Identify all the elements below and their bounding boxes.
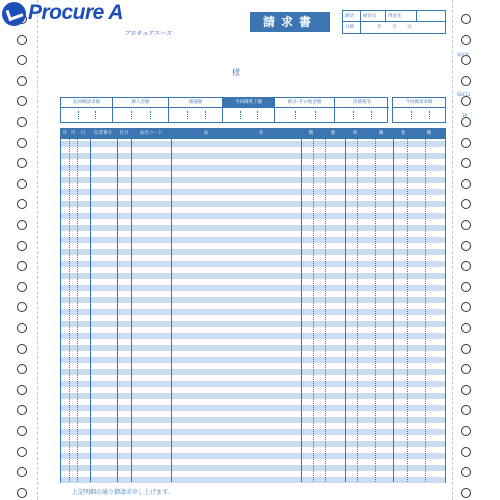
table-row-stripe (61, 309, 445, 315)
summary-tax: 消費税等 (335, 98, 389, 122)
feed-hole (461, 261, 471, 271)
right-tractor-feed (452, 0, 482, 500)
table-column-rule (117, 139, 118, 482)
table-row-stripe (61, 213, 445, 219)
table-dotted-rule (425, 139, 426, 482)
feed-hole (17, 76, 27, 86)
side-mark-low: 3P (462, 113, 467, 118)
table-row-stripe (61, 261, 445, 267)
feed-hole (461, 76, 471, 86)
date-month: 月 (392, 25, 397, 30)
table-column-rule (301, 139, 302, 482)
left-tractor-feed (8, 0, 38, 500)
feed-hole (17, 179, 27, 189)
table-row-stripe (61, 465, 445, 471)
feed-hole (17, 447, 27, 457)
footer-note: 上記明細の通り御請求申し上げます。 (72, 489, 174, 496)
summary-payment: 御入金額 (113, 98, 169, 122)
th-day: 日 (80, 131, 86, 136)
feed-hole (17, 158, 27, 168)
table-column-rule (345, 139, 346, 482)
table-column-rule (393, 139, 394, 482)
table-row-stripe (61, 393, 445, 399)
th-product-name-2: 名 (258, 131, 264, 136)
th-product-code: 品名コード (139, 131, 163, 136)
feed-hole (461, 241, 471, 251)
feed-hole (17, 364, 27, 374)
table-row-stripe (61, 345, 445, 351)
feed-hole (17, 241, 27, 251)
th-quantity-2: 量 (330, 131, 336, 136)
feed-hole (17, 35, 27, 45)
table-dotted-rule (407, 139, 408, 482)
th-unit-price-1: 単 (352, 131, 358, 136)
date-year: 年 (377, 25, 382, 30)
feed-hole (461, 35, 471, 45)
table-row-stripe (61, 369, 445, 375)
th-product-name-1: 品 (203, 131, 209, 136)
summary-prev-billing: 前回御請求額 (61, 98, 113, 122)
table-row-stripe (61, 321, 445, 327)
table-row-stripe (61, 237, 445, 243)
feed-hole (461, 117, 471, 127)
date-ymd (361, 22, 417, 33)
feed-hole (17, 344, 27, 354)
feed-hole (17, 199, 27, 209)
table-row-stripe (61, 333, 445, 339)
feed-hole (461, 364, 471, 374)
date-box (342, 10, 446, 34)
feed-hole (461, 220, 471, 230)
table-row-stripe (61, 381, 445, 387)
summary-discount: 値引･その他金額 (275, 98, 335, 122)
table-row-stripe (61, 429, 445, 435)
side-mark-mid: SOC11 (457, 92, 471, 97)
feed-hole (17, 467, 27, 477)
feed-hole (461, 467, 471, 477)
feed-hole (17, 55, 27, 65)
th-slip-number: 伝票番号 (94, 131, 112, 136)
logo-subtitle: プロキュアエース (124, 30, 172, 37)
summary-carryover: 繰越額 (169, 98, 223, 122)
th-quantity-1: 数 (308, 131, 314, 136)
summary-boxes (60, 97, 388, 123)
feed-hole (461, 344, 471, 354)
feed-hole (17, 385, 27, 395)
table-row-stripe (61, 453, 445, 459)
feed-hole (461, 426, 471, 436)
table-dotted-rule (77, 139, 78, 482)
table-row-stripe (61, 417, 445, 423)
invoice-title: 請求書 (250, 12, 330, 32)
feed-hole (461, 282, 471, 292)
feed-hole (461, 405, 471, 415)
table-dotted-rule (325, 139, 326, 482)
date-row-bottom (343, 22, 445, 33)
feed-hole (461, 447, 471, 457)
table-row-stripe (61, 405, 445, 411)
feed-hole (17, 117, 27, 127)
side-mark-top: 請求書 (457, 52, 469, 57)
th-unit-price-2: 価 (378, 131, 384, 136)
line-items-table (60, 128, 446, 483)
table-row-stripe (61, 357, 445, 363)
date-label-customer: 得意先 (386, 11, 417, 21)
feed-hole (461, 158, 471, 168)
table-dotted-rule (69, 139, 70, 482)
th-month: 月 (70, 131, 76, 136)
customer-honorific: 様 (232, 68, 240, 77)
feed-hole (17, 426, 27, 436)
feed-hole (461, 302, 471, 312)
summary-current-purchase: 今回御買上額 (223, 98, 275, 122)
feed-hole (461, 138, 471, 148)
date-label-cutoff: 締切 (343, 11, 361, 21)
table-row-stripe (61, 177, 445, 183)
feed-hole (461, 488, 471, 498)
logo-text: Procure A (28, 1, 124, 24)
feed-hole (461, 14, 471, 24)
date-label-closing: 日締 (343, 22, 361, 33)
checkmark-badge-icon (2, 2, 26, 26)
feed-hole (17, 261, 27, 271)
table-row-stripe (61, 165, 445, 171)
table-row-stripe (61, 201, 445, 207)
procure-a-logo (0, 0, 185, 37)
table-row-stripe (61, 273, 445, 279)
table-row-stripe (61, 477, 445, 483)
date-day: 日 (407, 25, 412, 30)
th-amount-1: 金 (400, 131, 406, 136)
th-year: 年 (62, 131, 68, 136)
table-row-stripe (61, 297, 445, 303)
feed-hole (17, 405, 27, 415)
th-category: 区分 (119, 131, 129, 136)
feed-hole (17, 138, 27, 148)
date-label-cutoff-day: 締切日 (361, 11, 386, 21)
feed-hole (17, 302, 27, 312)
table-row-stripe (61, 189, 445, 195)
feed-hole (17, 220, 27, 230)
table-dotted-rule (357, 139, 358, 482)
table-dotted-rule (375, 139, 376, 482)
table-header (61, 129, 445, 139)
feed-hole (17, 282, 27, 292)
table-row-stripe (61, 285, 445, 291)
table-column-rule (171, 139, 172, 482)
table-dotted-rule (313, 139, 314, 482)
feed-hole (17, 323, 27, 333)
feed-hole (17, 488, 27, 498)
table-column-rule (131, 139, 132, 482)
table-row-stripe (61, 141, 445, 147)
feed-hole (461, 199, 471, 209)
table-row-stripe (61, 225, 445, 231)
feed-hole (461, 323, 471, 333)
feed-hole (461, 385, 471, 395)
th-amount-2: 額 (426, 131, 432, 136)
feed-hole (17, 96, 27, 106)
table-row-stripe (61, 441, 445, 447)
feed-hole (461, 179, 471, 189)
date-row-top (343, 11, 445, 22)
table-row-stripe (61, 249, 445, 255)
table-column-rule (90, 139, 91, 482)
summary-current-billing: 今回御請求額 (392, 97, 446, 123)
feed-hole (461, 96, 471, 106)
table-row-stripe (61, 153, 445, 159)
